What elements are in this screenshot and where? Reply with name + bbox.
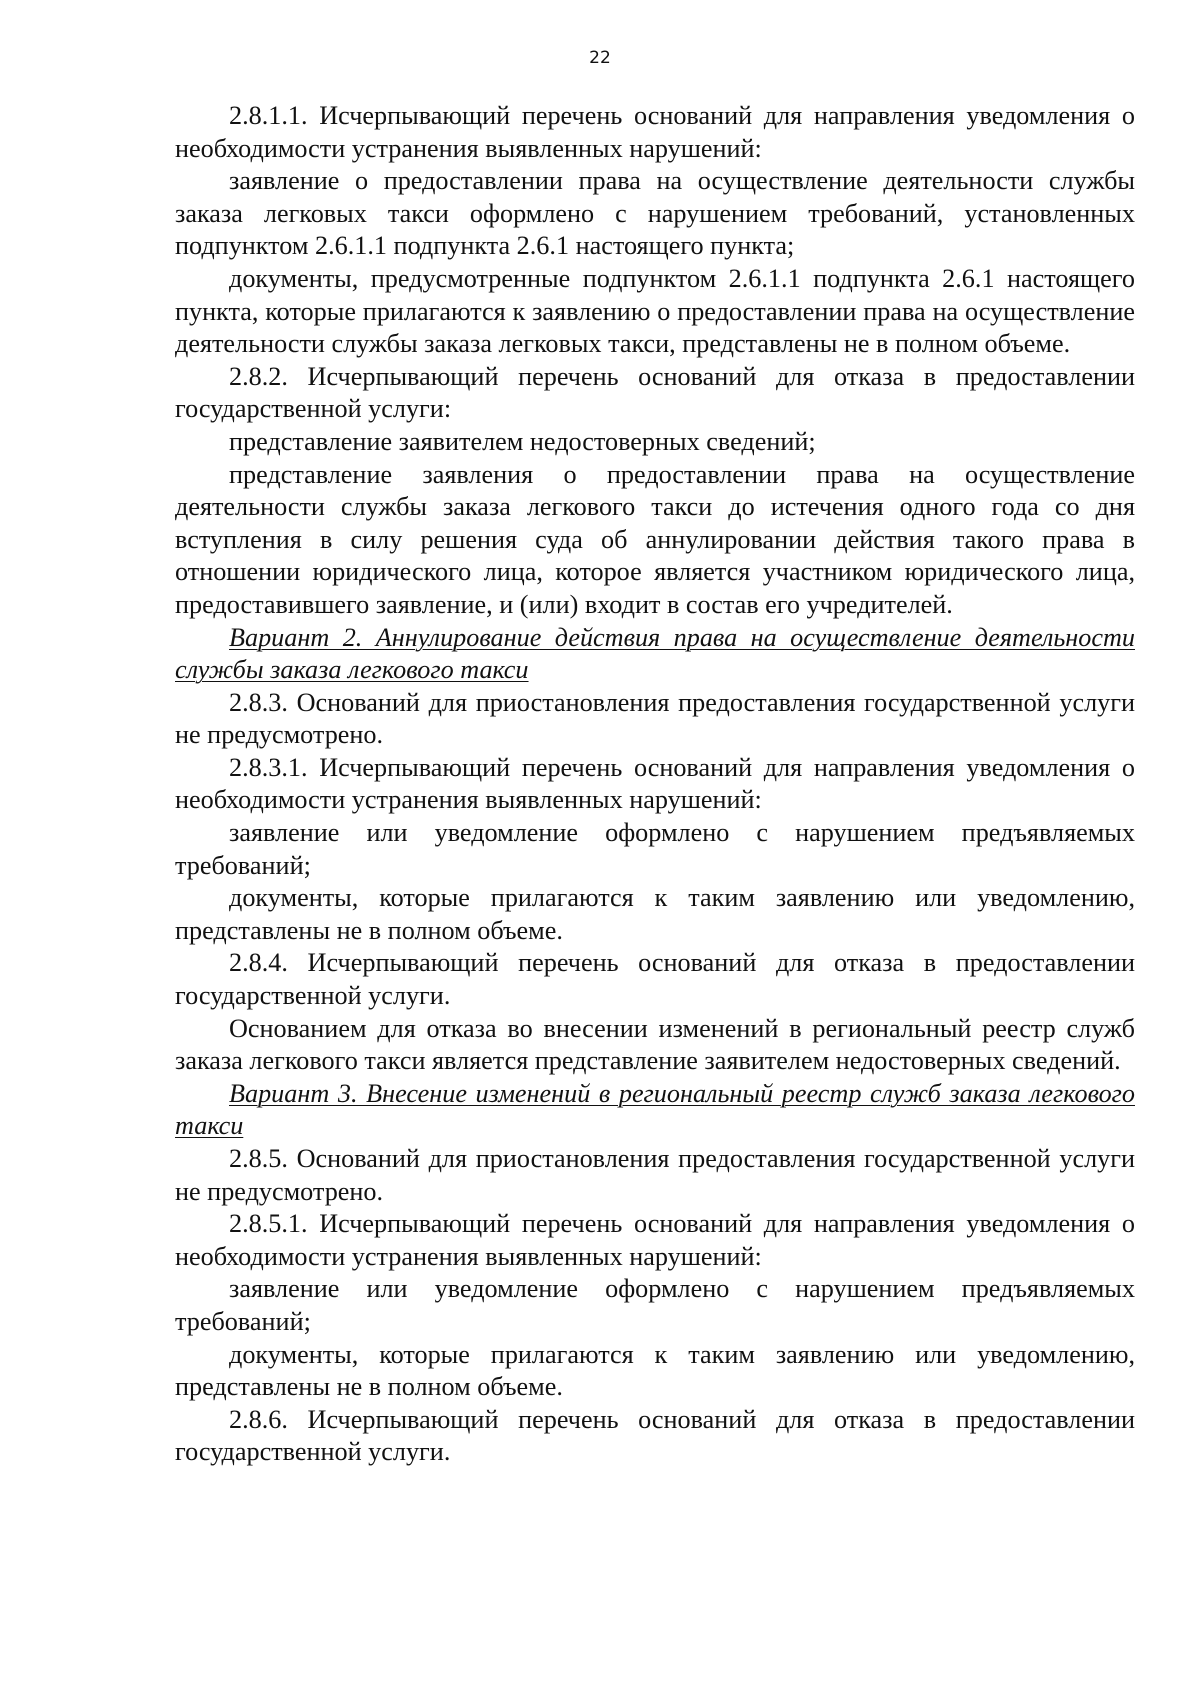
- paragraph-2-8-5-1: 2.8.5.1. Исчерпывающий перечень оснований для направления уведомления о необходимости устранения выявленных нарушений:: [175, 1209, 1135, 1271]
- paragraph-list-item: заявление о предоставлении права на осуществление деятельности службы заказа легковых такси оформлено с нарушением требований, установленных подпунктом 2.6.1.1 подпункта 2.6.1 настоящего пункта;: [175, 166, 1135, 261]
- paragraph-list-item: заявление или уведомление оформлено с нарушением предъявляемых требований;: [175, 1274, 1135, 1336]
- paragraph-list-item: документы, которые прилагаются к таким заявлению или уведомлению, представлены не в полном объеме.: [175, 1339, 1135, 1402]
- paragraph-2-8-1-1: 2.8.1.1. Исчерпывающий перечень оснований для направления уведомления о необходимости устранения выявленных нарушений:: [175, 101, 1135, 163]
- paragraph-list-item: представление заявителем недостоверных сведений;: [229, 426, 816, 456]
- paragraph-2-8-3: 2.8.3. Оснований для приостановления предоставления государственной услуги не предусмотрено.: [175, 687, 1135, 750]
- variant-3-heading: Вариант 3. Внесение изменений в региональный реестр служб заказа легкового такси: [175, 1078, 1135, 1141]
- paragraph-2-8-4: 2.8.4. Исчерпывающий перечень оснований для отказа в предоставлении государственной услуги.: [175, 948, 1135, 1011]
- paragraph-list-item: документы, которые прилагаются к таким заявлению или уведомлению, представлены не в полном объеме.: [175, 883, 1135, 945]
- page-number: 22: [589, 48, 611, 68]
- paragraph-list-item: заявление или уведомление оформлено с нарушением предъявляемых требований;: [175, 818, 1135, 880]
- paragraph-2-8-2: 2.8.2. Исчерпывающий перечень оснований для отказа в предоставлении государственной услуги:: [175, 361, 1135, 424]
- paragraph-list-item: представление заявления о предоставлении права на осуществление деятельности службы заказа легкового такси до истечения одного года со дня вступления в силу решения суда об аннулировании действия такого права в отношении юридического лица, которое является участником юридического лица, предоставившего заявление, и (или) входит в состав его учредителей.: [175, 459, 1135, 619]
- paragraph-list-item: документы, предусмотренные подпунктом 2.6.1.1 подпункта 2.6.1 настоящего пункта, которые прилагаются к заявлению о предоставлении права на осуществление деятельности службы заказа легковых такси, представлены не в полном объеме.: [175, 263, 1135, 359]
- paragraph-2-8-6: 2.8.6. Исчерпывающий перечень оснований для отказа в предоставлении государственной услуги.: [175, 1404, 1135, 1467]
- paragraph-2-8-3-1: 2.8.3.1. Исчерпывающий перечень оснований для направления уведомления о необходимости устранения выявленных нарушений:: [175, 752, 1135, 815]
- paragraph-2-8-5: 2.8.5. Оснований для приостановления предоставления государственной услуги не предусмотрено.: [175, 1144, 1135, 1206]
- variant-2-heading: Вариант 2. Аннулирование действия права на осуществление деятельности службы заказа легкового такси: [175, 622, 1135, 685]
- document-body: [175, 100, 1135, 1469]
- paragraph-list-item: Основанием для отказа во внесении изменений в региональный реестр служб заказа легкового такси является представление заявителем недостоверных сведений.: [175, 1013, 1135, 1076]
